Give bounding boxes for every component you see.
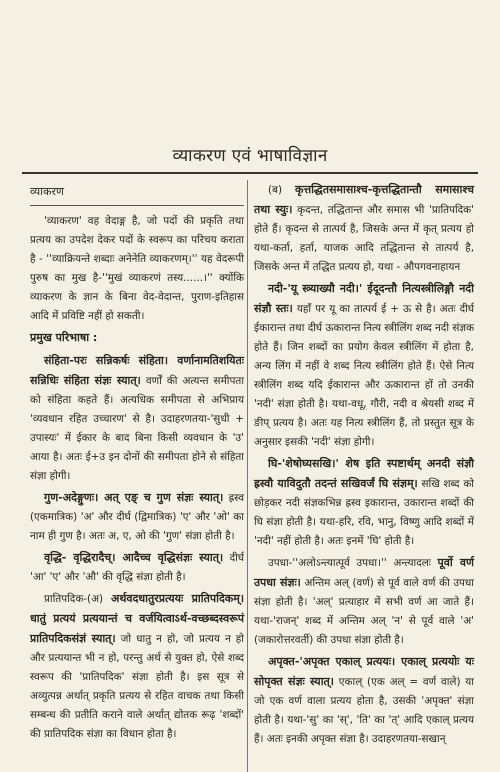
explanation-text: दीर्घ 'आ' 'ए' और 'औ' की वृद्धि संज्ञा होती है।: [30, 552, 244, 583]
explanation-text: वर्णों की अत्यन्त समीपता को संहिता कहते हैं। अत्यधिक समीपता से अभिप्राय 'व्यवधान रहित उच्चारण' से है। उदाहरणतया-'सुधी + उपास्यः' में ईकार के बाद बिना किसी व्यवधान के 'उ' आया है। अतः ई+उ इन दोनों की समीपता होने से संहिता संज्ञा होगी।: [30, 375, 245, 482]
sutra-text: गुण-अदेङ्गुणः। अत् एङ् च गुण संज्ञः स्यात्।: [44, 491, 224, 504]
sutra-text: अपृक्त-'अपृक्त एकाल् प्रत्ययः। एकाल् प्रत्ययोः यः सोपृक्त संज्ञः स्यात्।: [254, 655, 474, 688]
explanation-text: ह्रस्व (एकमात्रिक) 'अ' और दीर्घ (द्विमात्रिक) 'ए' और 'ओ' का नाम ही गुण है। अतः अ, ए, ओ की 'गुण' संज्ञा होती है।: [30, 492, 244, 542]
column-divider: [247, 180, 248, 772]
left-column: [30, 180, 244, 746]
explanation-text: सखि शब्द को छोड़कर नदी संज्ञकभिन्न ह्रस्व इकारान्त, उकारान्त शब्दों की घि संज्ञा होती है। यथा-हरि, रवि, भानु, विष्णु आदि शब्दों में 'नदी' नहीं होती है। अतः इनमें 'घि' होती है।: [254, 478, 474, 547]
term-label: प्रातिपदिक-(अ): [44, 593, 111, 605]
definition-nadi: [254, 279, 474, 452]
sutra-text: वृद्धि- वृद्धिरादैच्। आदैच्च वृद्धिसंज्ञः स्यात्।: [44, 551, 224, 564]
heading-underline: [30, 205, 244, 206]
sutra-text: नदी-'यू स्त्र्याख्यौ नदी।' ईदूदन्तौ नित्यस्त्रीलिङ्गौ नदी संज्ञौ स्तः।: [254, 282, 474, 315]
explanation-text: एकाल् (एक अल् = वर्ण वाले) या जो एक वर्ण वाला प्रत्यय होता है, उसकी 'अपृक्त' संज्ञा होती है। यथा-'सु' का 'स्', 'ति' का 'त्' आदि एकाल् प्रत्यय हैं। अतः इनकी अपृक्त संज्ञा है। उदाहरणतया-सखान्: [254, 676, 474, 745]
explanation-text: यहाँ पर यू का तात्पर्य ई + ऊ से है। अतः दीर्घ ईकारान्त तथा दीर्घ ऊकारान्त नित्य स्त्रीलिंग शब्द नदी संज्ञक होते हैं। जिन शब्दों का प्रयोग केवल स्त्रीलिंग में होता है, अन्य लिंग में नहीं वे शब्द नित्य स्त्रीलिंग होते हैं। ऐसे नित्य स्त्रीलिंग शब्द यदि ईकारान्त और ऊकारान्त हों तो उनकी 'नदी' संज्ञा होती है। यथा-वधू, गौरी, नदी व श्रेयसी शब्द में ङीप् प्रत्यय है। अतः यह नित्य स्त्रीलिंग हैं, तो प्रस्तुत सूत्र के अनुसार इसकी 'नदी' संज्ञा होगी।: [254, 303, 474, 448]
term-label: उपधा-''अलोऽन्त्यात्पूर्व उपधा।'' अन्त्यादलः: [268, 557, 438, 569]
definition-aprkta: [254, 652, 474, 749]
definition-guna: [30, 488, 244, 546]
definition-samhita: [30, 351, 244, 486]
explanation-text: अन्तिम अल् (वर्ण) से पूर्व वाले वर्ण की उपधा संज्ञा होती है। 'अल्' प्रत्याहार में सभी वर्ण आ जाते हैं। यथा-'राजन्' शब्द में अन्तिम अल् 'न' से पूर्व वाले 'अ' (जकारोत्तरवर्ती) की उपधा संज्ञा होती है।: [254, 577, 474, 646]
sutra-text: पूर्वो वर्ण उपधा संज्ञः।: [254, 556, 474, 589]
subheading: प्रमुख परिभाषा :: [30, 331, 98, 344]
explanation-text: कृदन्त, तद्धितान्त और समास भी 'प्रातिपदिक' होते हैं। कृदन्त से तात्पर्य है, जिसके अन्त में कृत् प्रत्यय हो यथा-कर्ता, हर्ता, याजक आदि तद्धितान्त से तात्पर्य है, जिसके अन्त में तद्धित प्रत्यय हो, यथा - औपगवनाहायन: [254, 204, 475, 273]
definition-ghi: [254, 454, 474, 551]
sutra-text: कृत्तद्धितसमासाश्च-कृत्तद्धितान्तौ समासाश्च तथा स्युः।: [254, 183, 474, 216]
explanation-text: जो धातु न हो, जो प्रत्यय न हो और प्रत्ययान्त भी न हो, परन्तु अर्थ से युक्त हो, ऐसे शब्द स्वरूप की 'प्रातिपदिक' संज्ञा होती है। इस सूत्र से अव्युत्पन्न अर्थात् प्रकृति प्रत्यय से रहित वाचक तथा किसी सम्बन्ध की प्रतीति कराने वाले अर्थात् द्योतक रूढ़ 'शब्दों' की प्रातिपदिक संज्ञा का विधान होता है।: [30, 633, 244, 740]
section-heading: व्याकरण: [30, 185, 64, 198]
header-rule: [22, 172, 478, 174]
page-title: व्याकरण एवं भाषाविज्ञान: [172, 146, 328, 166]
term-label: (ब): [268, 184, 296, 196]
sutra-text: संहिता-परः सन्निकर्षः संहिता। वर्णानामतिशयितः सन्निधिः संहिता संज्ञः स्यात्।: [30, 354, 244, 387]
sutra-text: घि-'शेषोघ्यसखि।' शेष इति स्पष्टार्थम् अनदी संज्ञौ ह्रस्वौ याविदुतौ तदन्तं सखिवर्जं घि संज्ञम्।: [254, 457, 474, 490]
sutra-text: अर्थवदधातुरप्रत्ययः प्रातिपदिकम्। धातुं प्रत्ययं प्रत्ययान्तं च वर्जयित्वाऽर्थ-वच्छब्दस्वरूपं प्रातिपदिकसंज्ञं स्यात्।: [30, 592, 244, 645]
intro-paragraph: 'व्याकरण' वह वेदाङ्ग है, जो पदों की प्रकृति तथा प्रत्यय का उपदेश देकर पदों के स्वरूप का परिचय कराता है - ''व्याक्रियन्ते शब्दाः अनेनेति व्याकरणम्।'' यह वेदरूपी पुरुष का मुख है-''मुखं व्याकरणं तस्य......।'' क्योंकि व्याकरण के ज्ञान के बिना वेद-वेदान्त, पुराण-इतिहास आदि में प्रविष्टि नहीं हो सकती।: [30, 215, 244, 322]
definition-vriddhi: [30, 548, 244, 587]
definition-krt-taddhita: [254, 180, 474, 277]
definition-pratipadika: [30, 589, 244, 744]
definition-upadha: [254, 553, 474, 650]
right-column: [254, 180, 474, 751]
